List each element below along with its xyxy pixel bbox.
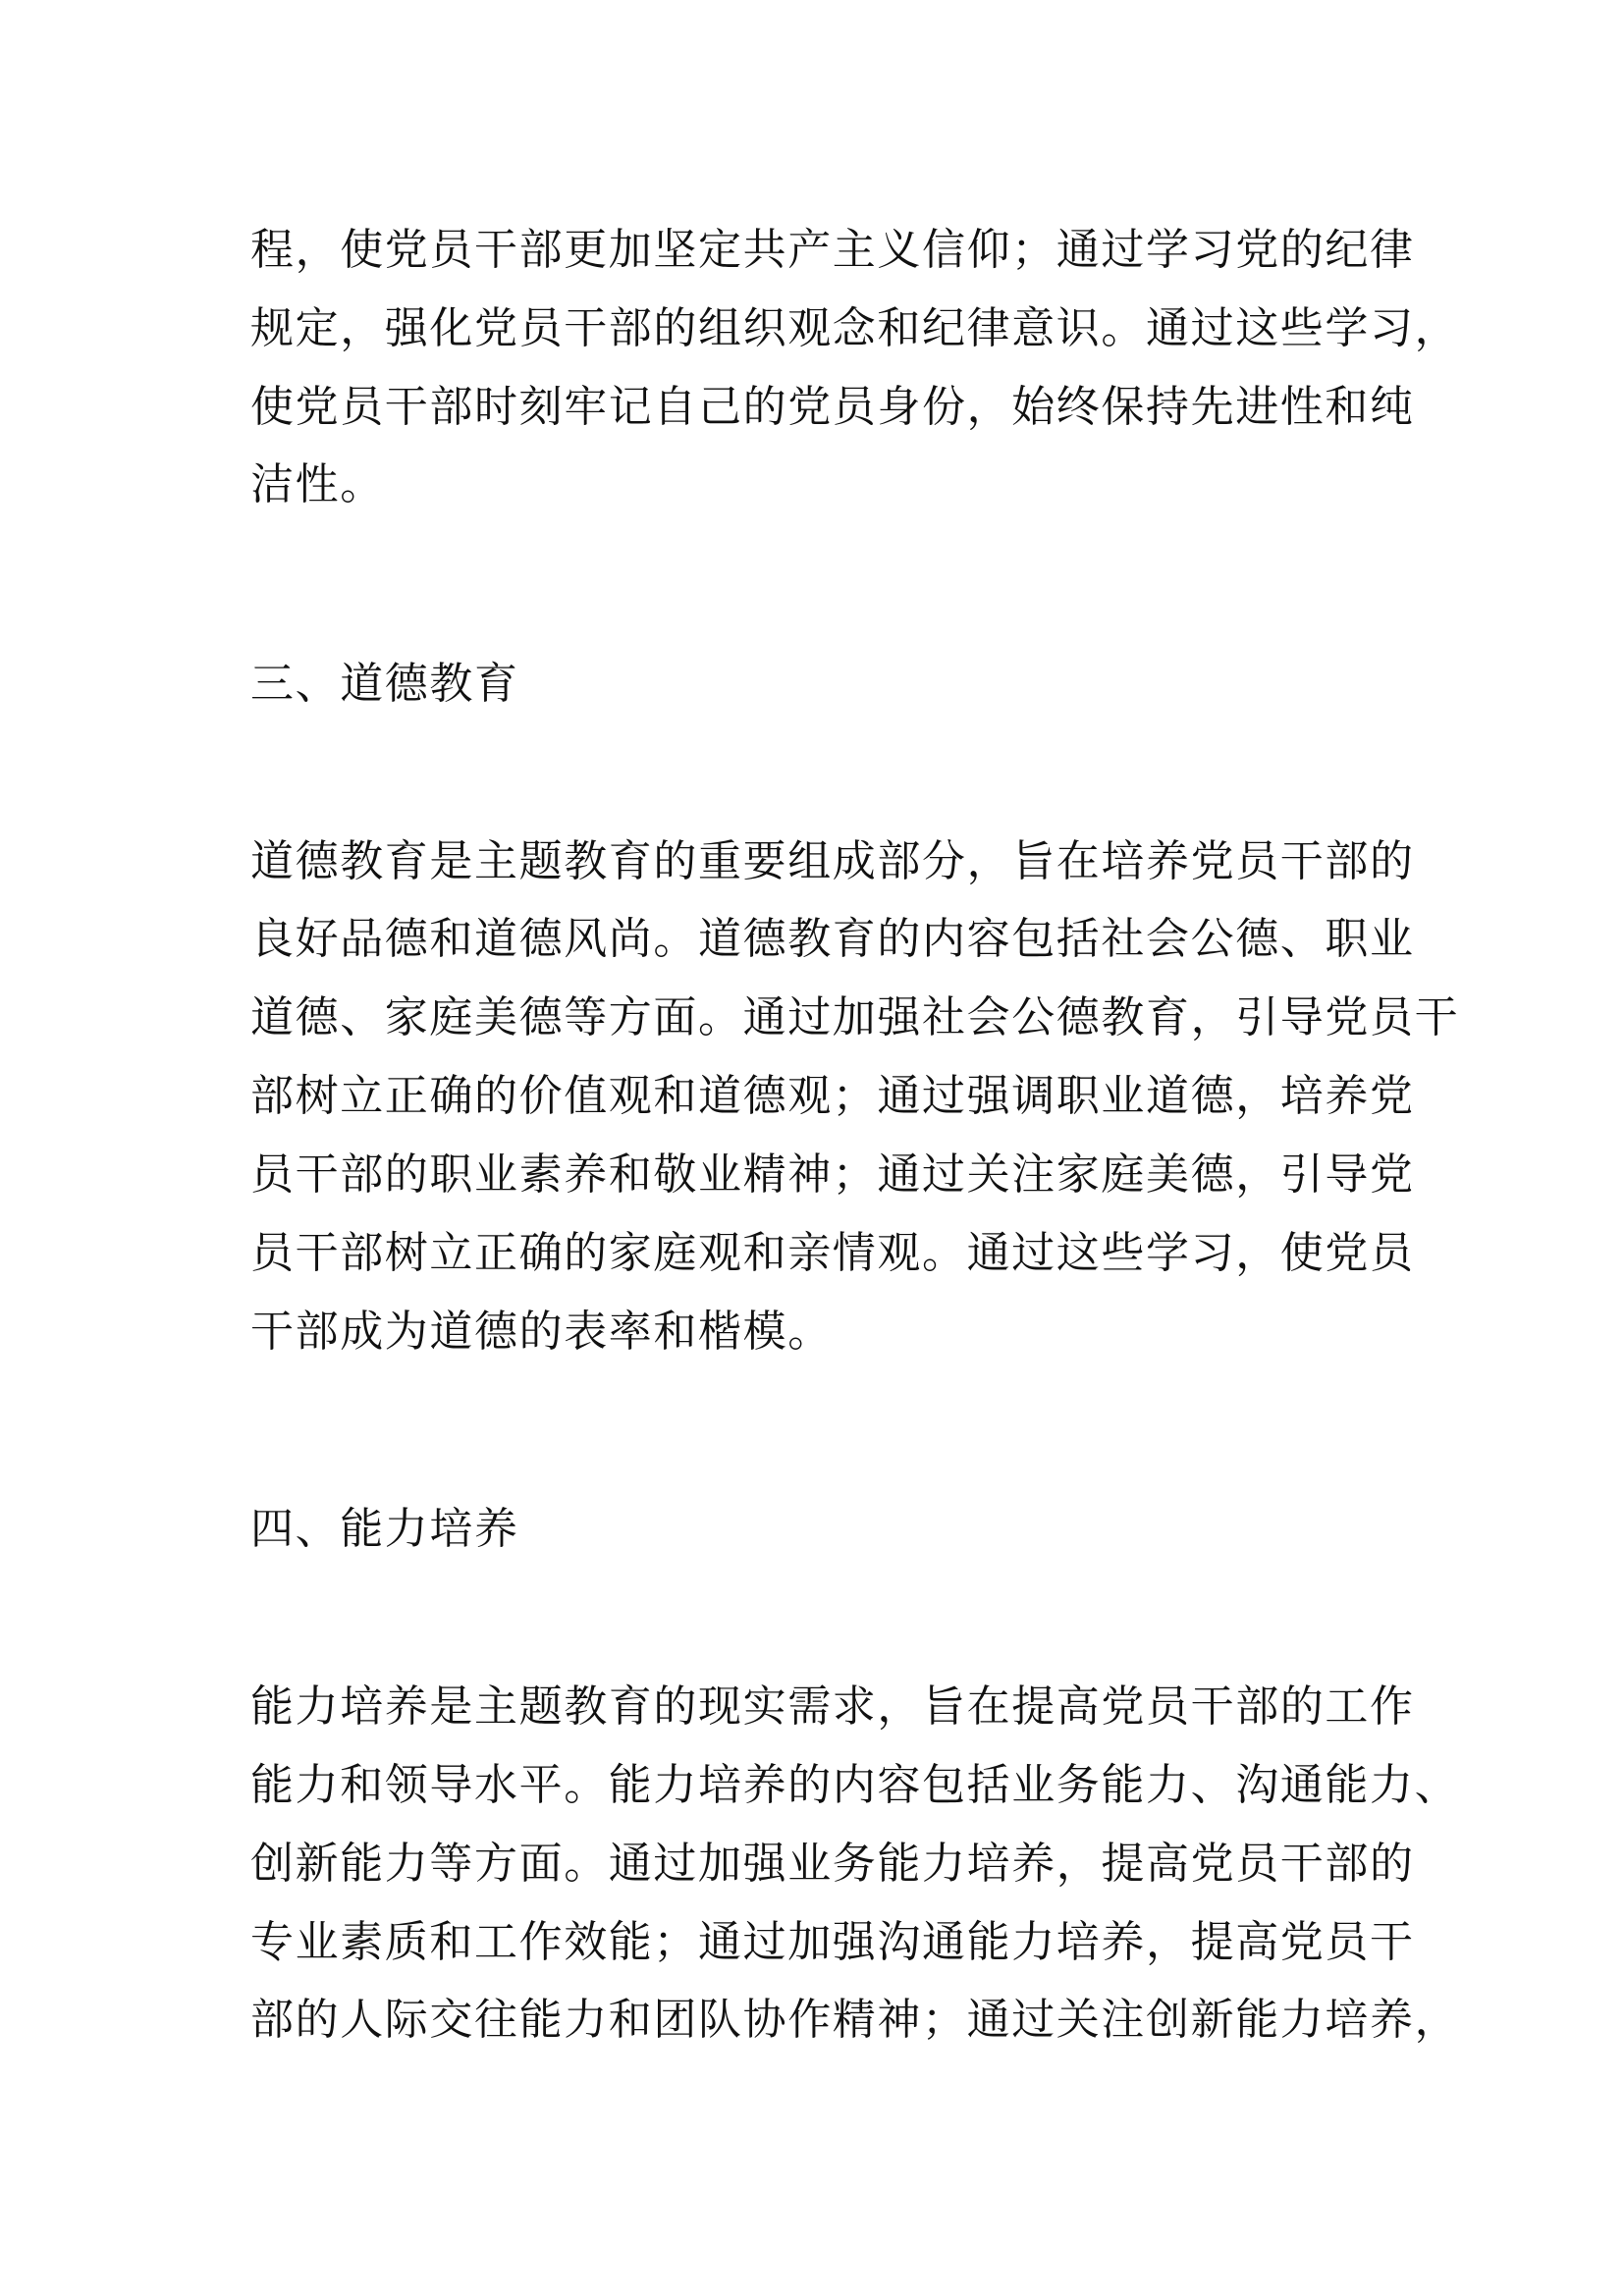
paragraph-2-line-3: 道德、家庭美德等方面。通过加强社会公德教育，引导党员干 [250, 992, 1460, 1042]
paragraph-1-line-2: 规定，强化党员干部的组织观念和纪律意识。通过这些学习， [250, 303, 1460, 353]
section-heading-3: 三、道德教育 [250, 659, 519, 709]
section-heading-4: 四、能力培养 [250, 1504, 519, 1554]
paragraph-2-line-5: 员干部的职业素养和敬业精神；通过关注家庭美德，引导党 [250, 1149, 1415, 1200]
paragraph-1-line-4: 洁性。 [250, 459, 385, 509]
paragraph-2-line-7: 干部成为道德的表率和楷模。 [250, 1307, 833, 1357]
paragraph-3-line-3: 创新能力等方面。通过加强业务能力培养，提高党员干部的 [250, 1839, 1415, 1889]
paragraph-3-line-2: 能力和领导水平。能力培养的内容包括业务能力、沟通能力、 [250, 1760, 1460, 1810]
paragraph-3-line-5: 部的人际交往能力和团队协作精神；通过关注创新能力培养， [250, 1995, 1460, 2045]
paragraph-2-line-6: 员干部树立正确的家庭观和亲情观。通过这些学习，使党员 [250, 1228, 1415, 1278]
paragraph-3-line-4: 专业素质和工作效能；通过加强沟通能力培养，提高党员干 [250, 1917, 1415, 1967]
paragraph-2-line-2: 良好品德和道德风尚。道德教育的内容包括社会公德、职业 [250, 914, 1415, 964]
paragraph-2-line-1: 道德教育是主题教育的重要组成部分，旨在培养党员干部的 [250, 836, 1415, 886]
paragraph-1-line-1: 程，使党员干部更加坚定共产主义信仰；通过学习党的纪律 [250, 225, 1415, 275]
paragraph-2-line-4: 部树立正确的价值观和道德观；通过强调职业道德，培养党 [250, 1071, 1415, 1121]
paragraph-3-line-1: 能力培养是主题教育的现实需求，旨在提高党员干部的工作 [250, 1682, 1415, 1732]
paragraph-1-line-3: 使党员干部时刻牢记自己的党员身份，始终保持先进性和纯 [250, 382, 1415, 432]
